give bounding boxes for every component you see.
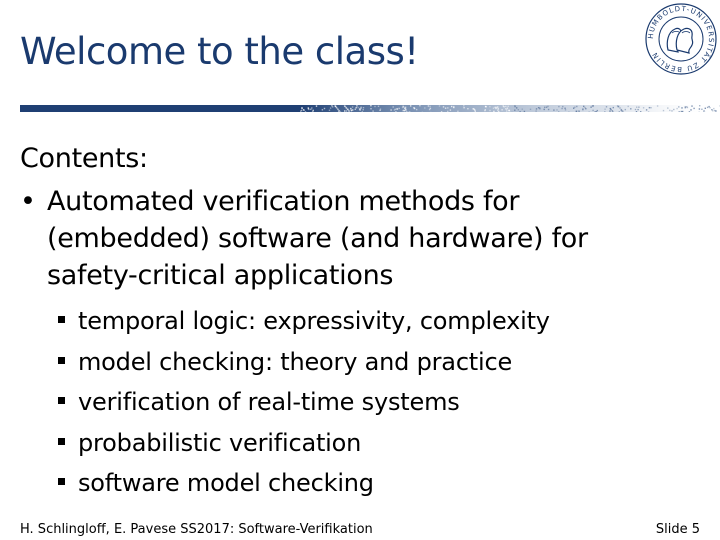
sub-bullet-item	[58, 346, 678, 387]
sub-bullet-item	[58, 467, 678, 508]
square-bullet-icon	[58, 438, 65, 445]
sub-bullet-list	[58, 305, 678, 508]
square-bullet-icon	[58, 357, 65, 364]
square-bullet-icon	[58, 478, 65, 485]
footer-author-course: H. Schlingloff, E. Pavese SS2017: Software-Verifikation	[20, 522, 373, 537]
header-rule	[20, 101, 720, 112]
sub-bullet-item	[58, 427, 678, 468]
university-seal-logo	[644, 2, 718, 76]
contents-label: Contents:	[20, 143, 148, 174]
sub-bullet-text: model checking: theory and practice	[78, 347, 513, 376]
sub-bullet-text: verification of real-time systems	[78, 388, 460, 416]
sub-bullet-item	[58, 386, 678, 427]
square-bullet-icon	[58, 397, 65, 404]
svg-text:HUMBOLDT-UNIVERSITÄT ZU BERLIN: HUMBOLDT-UNIVERSITÄT ZU BERLIN	[646, 4, 716, 74]
main-bullet-text: Automated verification methods for (embedded) software (and hardware) for safety-critical applications	[47, 186, 588, 291]
bullet-marker: •	[20, 186, 36, 217]
sub-bullet-item	[58, 305, 678, 346]
slide-title: Welcome to the class!	[20, 30, 419, 73]
sub-bullet-text: probabilistic verification	[78, 428, 362, 457]
sub-bullet-text: temporal logic: expressivity, complexity	[78, 307, 550, 335]
footer-slide-number: Slide 5	[655, 522, 700, 537]
square-bullet-icon	[58, 316, 65, 323]
sub-bullet-text: software model checking	[78, 469, 374, 497]
